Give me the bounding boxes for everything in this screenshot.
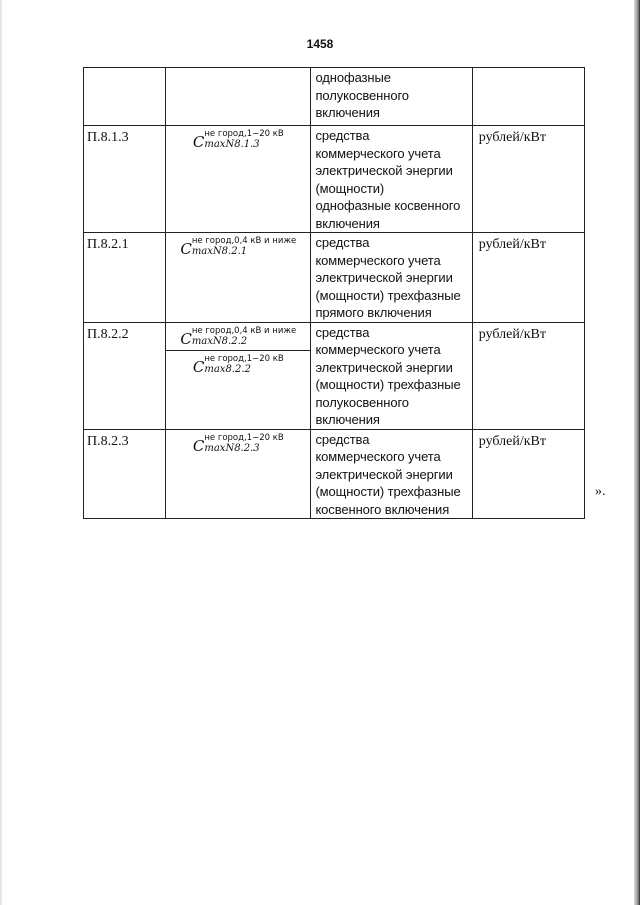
row-unit (473, 68, 584, 72)
table-row (84, 233, 585, 323)
row-description (311, 68, 471, 122)
symbol-letter: C (192, 133, 205, 151)
description-line: полукосвенного (315, 394, 409, 410)
symbol-subscript: max8.2.2 (204, 363, 251, 375)
symbol-subscript: maxN8.2.1 (191, 246, 248, 257)
description-line: включения (315, 412, 380, 427)
symbol-subscript: maxN8.2.3 (204, 442, 260, 454)
description-line: косвенного включения (315, 501, 450, 517)
row-description (311, 430, 471, 519)
tariff-symbol (166, 430, 310, 454)
description-line: однофазные (315, 70, 391, 85)
page-number: 1458 (306, 37, 334, 51)
description-line: (мощности) трехфазные (315, 377, 461, 392)
description-cell (311, 126, 472, 233)
table-row (84, 322, 585, 429)
description-line: (мощности) трехфазные (315, 484, 461, 499)
description-line: электрической энергии (315, 359, 453, 375)
description-cell (311, 322, 472, 429)
description-line: коммерческого учета (315, 342, 441, 357)
description-line: прямого включения (315, 305, 432, 320)
symbol-cell (166, 126, 311, 233)
symbol-cell (166, 68, 311, 126)
code-cell (84, 126, 166, 233)
row-code: П.8.2.3 (87, 433, 129, 449)
code-cell (84, 429, 166, 519)
row-unit: рублей/кВт (478, 130, 546, 145)
table-row (84, 126, 585, 233)
symbol-letter: C (180, 240, 192, 258)
row-description (311, 233, 471, 322)
symbol-letter: C (192, 357, 205, 376)
symbol-subscript: maxN8.1.3 (204, 139, 260, 150)
description-cell (311, 68, 472, 126)
closing-quote-mark: ». (595, 484, 606, 499)
description-line: (мощности) (315, 180, 385, 196)
row-unit: рублей/кВт (478, 433, 546, 449)
scan-edge-left (0, 0, 2, 905)
symbol-cell (166, 429, 311, 519)
description-line: однофазные косвенного (315, 198, 461, 213)
unit-cell (472, 233, 584, 323)
symbol-superscript: не город,1−20 кВ (204, 353, 284, 364)
description-line: (мощности) трехфазные (315, 287, 461, 303)
row-code: П.8.2.2 (87, 326, 129, 342)
scan-edge-right (634, 0, 640, 905)
description-line: средства (315, 431, 370, 447)
code-cell (84, 68, 166, 126)
symbol-letter: C (180, 329, 192, 348)
row-description (311, 126, 471, 232)
description-line: средства (315, 128, 370, 143)
tariff-symbol (166, 233, 310, 257)
row-unit: рублей/кВт (478, 326, 546, 342)
row-unit: рублей/кВт (478, 237, 546, 252)
description-cell (311, 233, 472, 323)
description-line: средства (315, 324, 370, 340)
tariff-symbol (166, 323, 310, 347)
description-line: электрической энергии (315, 163, 453, 178)
table-row (84, 68, 585, 126)
tariff-table (83, 67, 585, 519)
code-cell (84, 322, 166, 429)
code-cell (84, 233, 166, 323)
symbol-superscript: не город,0,4 кВ и ниже (191, 236, 297, 246)
row-code (84, 68, 165, 72)
symbol-cell (166, 233, 311, 323)
row-code: П.8.2.1 (87, 237, 129, 252)
tariff-symbol (166, 351, 310, 375)
row-description (311, 323, 471, 429)
symbol-cell (166, 322, 311, 429)
description-line: коммерческого учета (315, 252, 441, 268)
description-line: коммерческого учета (315, 449, 441, 464)
symbol-superscript: не город,1−20 кВ (204, 432, 284, 443)
description-line: включения (315, 215, 380, 231)
unit-cell (472, 322, 584, 429)
symbol-superscript: не город,0,4 кВ и ниже (191, 325, 297, 336)
unit-cell (472, 126, 584, 233)
row-code: П.8.1.3 (87, 130, 129, 145)
description-line: полукосвенного (315, 87, 409, 103)
tariff-symbol (166, 126, 310, 150)
symbol-superscript: не город,1−20 кВ (204, 129, 284, 139)
unit-cell (472, 429, 584, 519)
unit-cell (472, 68, 584, 126)
table-row (84, 429, 585, 519)
description-line: электрической энергии (315, 466, 453, 482)
description-line: электрической энергии (315, 270, 453, 285)
description-line: включения (315, 105, 380, 120)
description-line: коммерческого учета (315, 145, 441, 161)
description-cell (311, 429, 472, 519)
description-line: средства (315, 235, 370, 250)
symbol-subscript: maxN8.2.2 (191, 335, 248, 347)
symbol-letter: C (192, 436, 205, 455)
